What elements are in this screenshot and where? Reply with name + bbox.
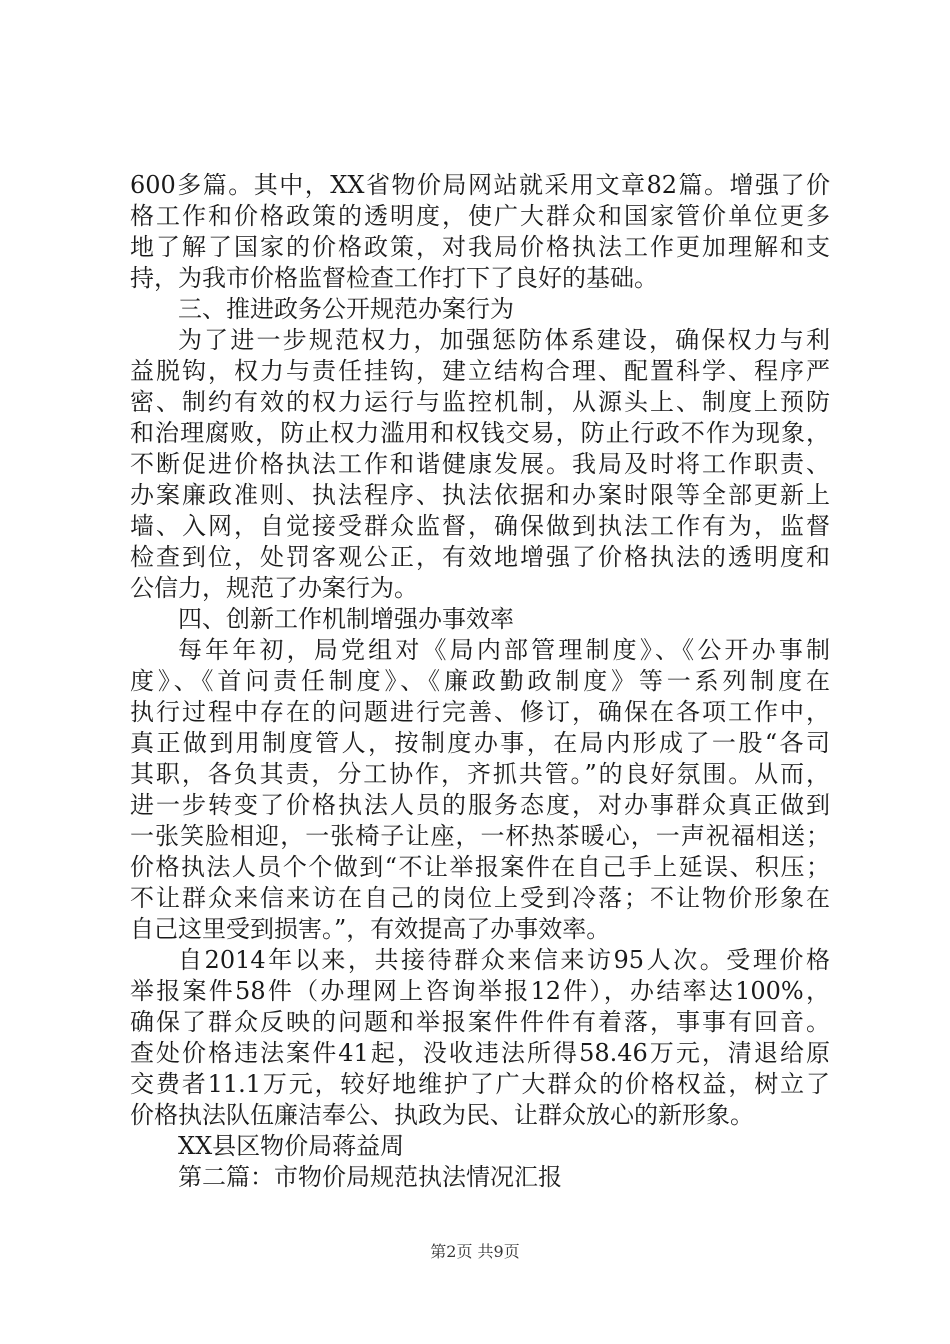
text-line: 公信力，规范了办案行为。 (130, 574, 418, 602)
text-line: 价格执法人员个个做到“不让举报案件在自己手上延误、积压； (130, 853, 830, 881)
text-line: 确保了群众反映的问题和举报案件件件有着落，事事有回音。 (130, 1008, 830, 1036)
text-line: 墙、入网，自觉接受群众监督，确保做到执法工作有为，监督 (130, 512, 830, 540)
text-line: 为了进一步规范权力，加强惩防体系建设，确保权力与利 (178, 326, 830, 354)
text-line: 进一步转变了价格执法人员的服务态度，对办事群众真正做到 (130, 791, 830, 819)
text-line: 第二篇：市物价局规范执法情况汇报 (178, 1163, 562, 1191)
text-line: 自己这里受到损害。”，有效提高了办事效率。 (130, 915, 611, 943)
text-line: 和治理腐败，防止权力滥用和权钱交易，防止行政不作为现象， (130, 419, 830, 447)
text-line: 自2014年以来，共接待群众来信来访95人次。受理价格 (178, 946, 830, 974)
text-line: 真正做到用制度管人，按制度办事，在局内形成了一股“各司 (130, 729, 830, 757)
text-line: 四、创新工作机制增强办事效率 (178, 605, 514, 633)
text-line: 一张笑脸相迎，一张椅子让座，一杯热茶暖心，一声祝福相送； (130, 822, 830, 850)
text-line: 价格执法队伍廉洁奉公、执政为民、让群众放心的新形象。 (130, 1101, 754, 1129)
text-line: 度》、《首问责任制度》、《廉政勤政制度》等一系列制度在 (130, 667, 830, 695)
text-line: 其职，各负其责，分工协作，齐抓共管。”的良好氛围。从而， (130, 760, 830, 788)
text-line: 执行过程中存在的问题进行完善、修订，确保在各项工作中， (130, 698, 830, 726)
text-line: 持，为我市价格监督检查工作打下了良好的基础。 (130, 264, 658, 292)
text-line: 格工作和价格政策的透明度，使广大群众和国家管价单位更多 (130, 202, 830, 230)
document-body (130, 170, 830, 1193)
text-line: XX县区物价局蒋益周 (178, 1132, 405, 1160)
page-number-label: 第2页 共9页 (430, 1242, 520, 1261)
text-line: 检查到位，处罚客观公正，有效地增强了价格执法的透明度和 (130, 543, 830, 571)
text-line: 不让群众来信来访在自己的岗位上受到冷落；不让物价形象在 (130, 884, 830, 912)
page-footer (0, 1242, 950, 1262)
text-line: 地了解了国家的价格政策，对我局价格执法工作更加理解和支 (130, 233, 830, 261)
text-line: 密、制约有效的权力运行与监控机制，从源头上、制度上预防 (130, 388, 830, 416)
text-line: 600多篇。其中，XX省物价局网站就采用文章82篇。增强了价 (130, 171, 830, 199)
text-line: 每年年初，局党组对《局内部管理制度》、《公开办事制 (178, 636, 830, 664)
text-line: 交费者11.1万元，较好地维护了广大群众的价格权益，树立了 (130, 1070, 830, 1098)
text-line: 举报案件58件（办理网上咨询举报12件），办结率达100%， (130, 977, 830, 1005)
text-line: 不断促进价格执法工作和谐健康发展。我局及时将工作职责、 (130, 450, 830, 478)
text-line: 益脱钩，权力与责任挂钩，建立结构合理、配置科学、程序严 (130, 357, 830, 385)
text-line: 三、推进政务公开规范办案行为 (178, 295, 514, 323)
text-line: 办案廉政准则、执法程序、执法依据和办案时限等全部更新上 (130, 481, 830, 509)
text-line: 查处价格违法案件41起，没收违法所得58.46万元，清退给原 (130, 1039, 830, 1067)
